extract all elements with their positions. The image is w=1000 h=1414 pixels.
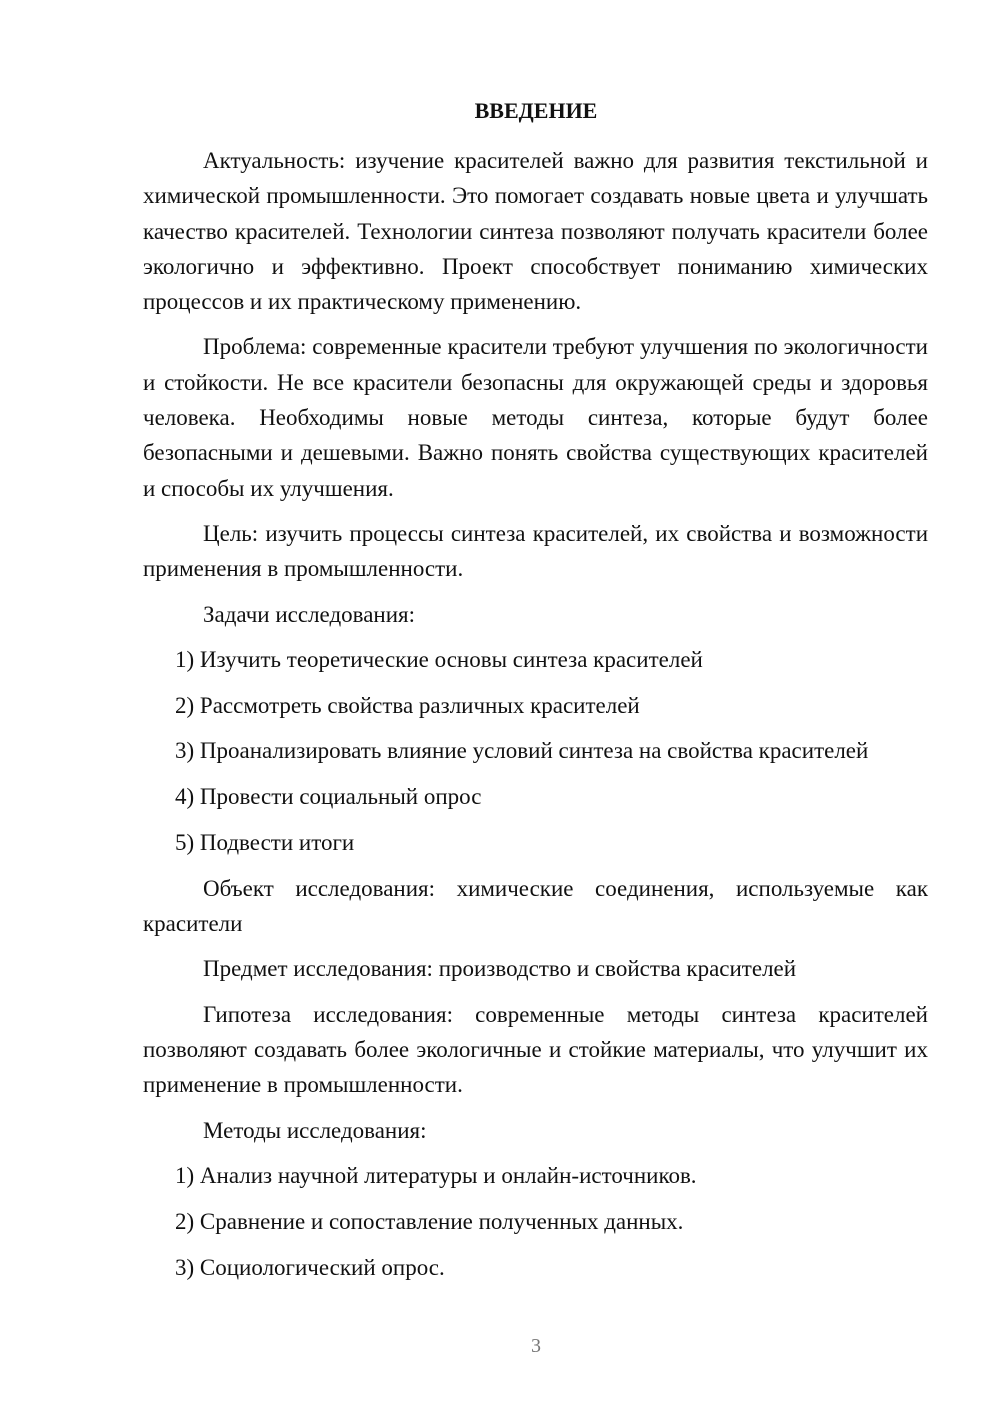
page-title: ВВЕДЕНИЕ (474, 98, 598, 123)
list-item: 3) Социологический опрос. (175, 1254, 445, 1280)
tasks-list (143, 642, 928, 860)
methods-list (143, 1158, 928, 1285)
tasks-heading: Задачи исследования: (203, 601, 416, 627)
list-item: 2) Рассмотреть свойства различных красителей (175, 692, 640, 718)
page-content (143, 143, 928, 1295)
list-item: 1) Изучить теоретические основы синтеза красителей (175, 646, 703, 672)
problem-paragraph: Проблема: современные красители требуют улучшения по экологичности и стойкости. Не все красители безопасны для окружающей среды и здоровья человека. Необходимы новые методы синтеза, которые будут более безопасными и дешевыми. Важно понять свойства существующих красителей и способы их улучшения. (143, 334, 928, 501)
object-paragraph: Объект исследования: химические соединения, используемые как красители (143, 875, 928, 937)
list-item: 4) Провести социальный опрос (175, 784, 482, 810)
methods-heading: Методы исследования: (203, 1117, 427, 1143)
list-item: 1) Анализ научной литературы и онлайн-источников. (175, 1162, 697, 1188)
relevance-paragraph: Актуальность: изучение красителей важно для развития текстильной и химической промышленности. Это помогает создавать новые цвета и улучшать качество красителей. Технологии синтеза позволяют получать красители более экологично и эффективно. Проект способствует пониманию химических процессов и их практическому применению. (143, 148, 928, 315)
subject-paragraph: Предмет исследования: производство и свойства красителей (203, 956, 797, 982)
list-item: 2) Сравнение и сопоставление полученных данных. (175, 1208, 684, 1234)
list-item: 3) Проанализировать влияние условий синтеза на свойства красителей (175, 738, 869, 764)
page-number: 3 (531, 1335, 541, 1357)
hypothesis-paragraph: Гипотеза исследования: современные методы синтеза красителей позволяют создавать более экологичные и стойкие материалы, что улучшит их применение в промышленности. (143, 1001, 928, 1098)
goal-paragraph: Цель: изучить процессы синтеза красителей, их свойства и возможности применения в промышленности. (143, 520, 928, 582)
list-item: 5) Подвести итоги (175, 830, 355, 856)
